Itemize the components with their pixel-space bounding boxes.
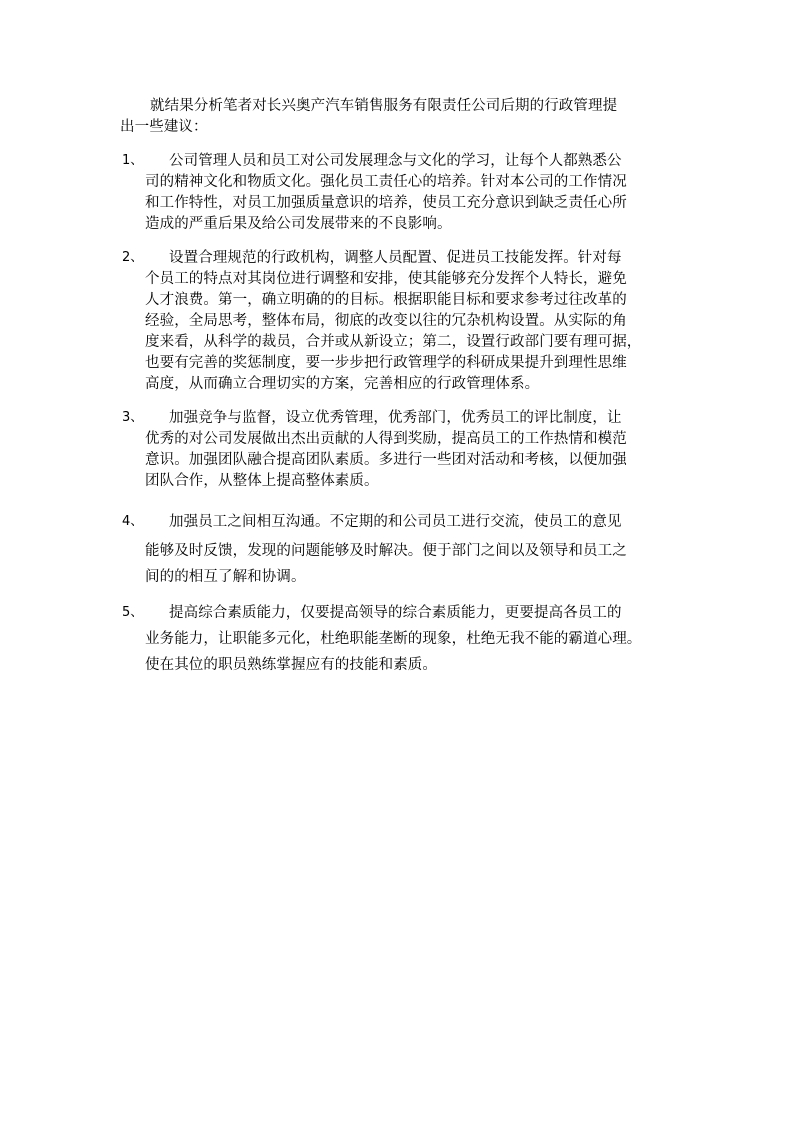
list-item-line: 团队合作，从整体上提高整体素质。 [145,473,379,489]
list-item-line: 个员工的特点对其岗位进行调整和安排，使其能够充分发挥个人特长，避免 [145,271,627,287]
list-item-line: 人才浪费。第一，确立明确的的目标。根据职能目标和要求参考过往改革的 [145,292,627,308]
list-item-number: 4、 [122,514,144,529]
list-item-line: 提高综合素质能力，仅要提高领导的综合素质能力，更要提高各员工的 [169,605,622,621]
list-item-number: 1、 [122,153,144,168]
list-item-line: 高度，从而确立合理切实的方案，完善相应的行政管理体系。 [145,376,540,392]
list-item-line: 使在其位的职员熟练掌握应有的技能和素质。 [145,657,437,673]
list-item-line: 司的精神文化和物质文化。强化员工责任心的培养。针对本公司的工作情况 [145,174,627,190]
list-item-line: 业务能力，让职能多元化，杜绝职能垄断的现象，杜绝无我不能的霸道心理。 [145,631,642,647]
list-item-line: 设置合理规范的行政机构，调整人员配置、促进员工技能发挥。针对每 [169,250,622,266]
list-item-number: 5、 [122,605,144,620]
list-item-line: 能够及时反馈，发现的问题能够及时解决。便于部门之间以及领导和员工之 [145,543,627,559]
list-item-line: 加强竞争与监督，设立优秀管理，优秀部门，优秀员工的评比制度，让 [169,410,622,426]
list-item-line: 加强员工之间相互沟通。不定期的和公司员工进行交流，使员工的意见 [169,514,622,530]
list-item-line: 优秀的对公司发展做出杰出贡献的人得到奖励，提高员工的工作热情和模范 [145,431,627,447]
list-item-line: 间的的相互了解和协调。 [145,569,306,585]
list-item-line: 度来看，从科学的裁员，合并或从新设立；第二，设置行政部门要有理可据， [145,334,642,350]
list-item-number: 3、 [122,410,144,425]
list-item-line: 造成的严重后果及给公司发展带来的不良影响。 [145,216,452,232]
intro-line: 就结果分析笔者对长兴奥产汽车销售服务有限责任公司后期的行政管理提 [150,98,618,114]
intro-line: 出一些建议： [120,119,208,135]
list-item-line: 经验，全局思考，整体布局，彻底的改变以往的冗杂机构设置。从实际的角 [145,313,627,329]
list-item-line: 意识。加强团队融合提高团队素质。多进行一些团对活动和考核，以便加强 [145,452,627,468]
list-item-line: 和工作特性，对员工加强质量意识的培养，使员工充分意识到缺乏责任心所 [145,195,627,211]
list-item-line: 也要有完善的奖惩制度，要一步步把行政管理学的科研成果提升到理性思维 [145,355,627,371]
list-item-line: 公司管理人员和员工对公司发展理念与文化的学习，让每个人都熟悉公 [169,153,622,169]
list-item-number: 2、 [122,250,144,265]
